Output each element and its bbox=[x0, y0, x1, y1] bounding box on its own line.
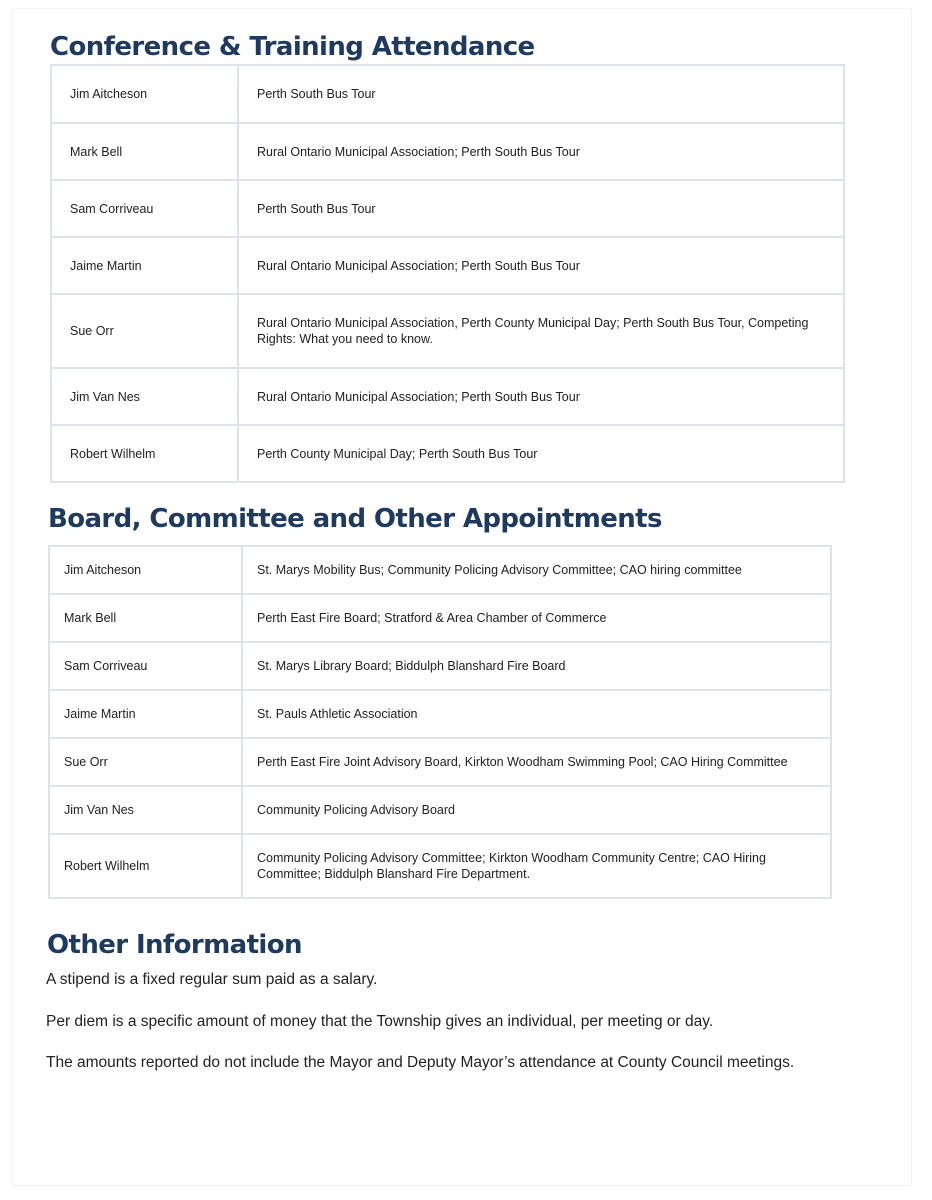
table-row bbox=[49, 786, 831, 834]
member-name: Sam Corriveau bbox=[51, 180, 238, 237]
member-name: Sue Orr bbox=[49, 738, 242, 786]
attendance-detail: Rural Ontario Municipal Association; Perth South Bus Tour bbox=[238, 123, 844, 180]
attendance-detail: Perth County Municipal Day; Perth South Bus Tour bbox=[238, 425, 844, 482]
attendance-detail: Rural Ontario Municipal Association; Perth South Bus Tour bbox=[238, 237, 844, 294]
table-row bbox=[49, 738, 831, 786]
member-name: Jim Aitcheson bbox=[51, 65, 238, 123]
table-row bbox=[51, 237, 844, 294]
appointment-detail: Community Policing Advisory Board bbox=[242, 786, 831, 834]
conference-table bbox=[50, 64, 845, 483]
member-name: Mark Bell bbox=[49, 594, 242, 642]
appointment-detail: St. Marys Mobility Bus; Community Policing Advisory Committee; CAO hiring committee bbox=[242, 546, 831, 594]
conference-heading: Conference & Training Attendance bbox=[50, 32, 535, 62]
table-row bbox=[51, 65, 844, 123]
appointment-detail: Community Policing Advisory Committee; Kirkton Woodham Community Centre; CAO Hiring Committee; Biddulph Blanshard Fire Department. bbox=[242, 834, 831, 898]
per-diem-definition: Per diem is a specific amount of money that the Township gives an individual, per meeting or day. bbox=[46, 1013, 714, 1030]
attendance-detail: Perth South Bus Tour bbox=[238, 180, 844, 237]
appointment-detail: Perth East Fire Board; Stratford & Area Chamber of Commerce bbox=[242, 594, 831, 642]
member-name: Jim Van Nes bbox=[49, 786, 242, 834]
member-name: Jaime Martin bbox=[51, 237, 238, 294]
table-row bbox=[51, 180, 844, 237]
table-row bbox=[51, 123, 844, 180]
attendance-detail: Rural Ontario Municipal Association; Perth South Bus Tour bbox=[238, 368, 844, 425]
appointment-detail: Perth East Fire Joint Advisory Board, Kirkton Woodham Swimming Pool; CAO Hiring Committee bbox=[242, 738, 831, 786]
member-name: Jim Van Nes bbox=[51, 368, 238, 425]
appointment-detail: St. Marys Library Board; Biddulph Blanshard Fire Board bbox=[242, 642, 831, 690]
appointment-detail: St. Pauls Athletic Association bbox=[242, 690, 831, 738]
table-row bbox=[51, 368, 844, 425]
board-table bbox=[48, 545, 832, 899]
table-row bbox=[51, 425, 844, 482]
table-row bbox=[49, 642, 831, 690]
board-heading: Board, Committee and Other Appointments bbox=[48, 504, 662, 534]
member-name: Mark Bell bbox=[51, 123, 238, 180]
stipend-definition: A stipend is a fixed regular sum paid as a salary. bbox=[46, 971, 378, 988]
attendance-detail: Perth South Bus Tour bbox=[238, 65, 844, 123]
table-row bbox=[49, 834, 831, 898]
table-row bbox=[49, 594, 831, 642]
member-name: Robert Wilhelm bbox=[51, 425, 238, 482]
reporting-note: The amounts reported do not include the Mayor and Deputy Mayor’s attendance at County Council meetings. bbox=[46, 1054, 795, 1071]
table-row bbox=[51, 294, 844, 368]
member-name: Jim Aitcheson bbox=[49, 546, 242, 594]
member-name: Jaime Martin bbox=[49, 690, 242, 738]
table-row bbox=[49, 546, 831, 594]
member-name: Sam Corriveau bbox=[49, 642, 242, 690]
attendance-detail: Rural Ontario Municipal Association, Perth County Municipal Day; Perth South Bus Tour, Competing Rights: What you need to know. bbox=[238, 294, 844, 368]
other-info-heading: Other Information bbox=[47, 930, 302, 960]
table-row bbox=[49, 690, 831, 738]
member-name: Sue Orr bbox=[51, 294, 238, 368]
member-name: Robert Wilhelm bbox=[49, 834, 242, 898]
